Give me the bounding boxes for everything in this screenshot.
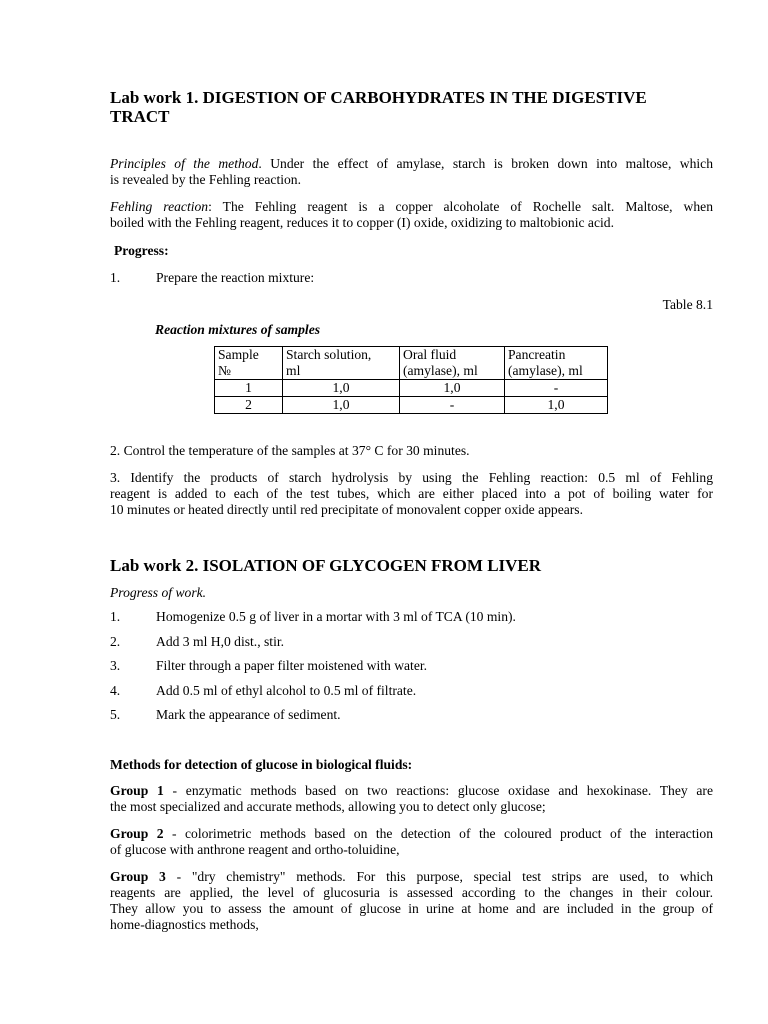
header-pancreatin-line2: (amylase), ml xyxy=(508,363,583,378)
header-oral-line2: (amylase), ml xyxy=(403,363,478,378)
group2-line1 xyxy=(110,826,713,842)
table-header-row xyxy=(215,347,608,380)
header-sample xyxy=(215,347,283,380)
list-item xyxy=(110,658,516,683)
group3-paragraph xyxy=(110,869,713,933)
list-item xyxy=(110,707,516,732)
progress-label: Progress: xyxy=(114,243,169,258)
list-item-number: 1. xyxy=(110,609,121,624)
header-starch xyxy=(283,347,400,380)
header-starch-line2: ml xyxy=(286,363,301,378)
list-item-number: 3. xyxy=(110,658,121,673)
lab1-title xyxy=(110,88,720,126)
list-item-number: 2. xyxy=(110,633,121,649)
group3-line3: They allow you to assess the amount of glucose in urine at home and are included in the group of xyxy=(110,901,713,916)
step2: 2. Control the temperature of the samples at 37° C for 30 minutes. xyxy=(110,443,470,458)
fehling-paragraph xyxy=(110,199,713,231)
principles-line1 xyxy=(110,156,713,172)
step1-text: Prepare the reaction mixture: xyxy=(156,270,315,285)
lab1-title-line1 xyxy=(110,88,720,107)
lab1-title-line2: TRACT xyxy=(110,107,170,126)
header-sample-line2: № xyxy=(218,363,231,378)
table-caption: Reaction mixtures of samples xyxy=(155,322,321,337)
fehling-text: : The Fehling reagent is a copper alcoholate of Rochelle salt. Maltose, when xyxy=(208,199,713,214)
table-cell: 1,0 xyxy=(283,397,400,414)
step1-number: 1. xyxy=(110,270,121,285)
list-item xyxy=(110,683,516,708)
table-cell: 2 xyxy=(215,397,283,414)
reaction-mixtures-table xyxy=(214,346,608,414)
group3-text: - "dry chemistry" methods. For this purpose, special test strips are used, to which xyxy=(165,869,713,884)
list-item xyxy=(110,609,516,634)
lab2-title-prefix: Lab work 2. xyxy=(110,556,199,575)
lab2-title-text: ISOLATION OF GLYCOGEN FROM LIVER xyxy=(202,556,542,575)
group1-line1 xyxy=(110,783,713,799)
step1 xyxy=(110,270,314,286)
principles-line2: is revealed by the Fehling reaction. xyxy=(110,172,302,187)
group1-line2: the most specialized and accurate methods, allowing you to detect only glucose; xyxy=(110,799,546,814)
table-cell: 1,0 xyxy=(505,397,608,414)
header-oral-fluid xyxy=(400,347,505,380)
principles-label: Principles of the method xyxy=(110,156,259,171)
group2-text: - colorimetric methods based on the detection of the coloured product of the interaction xyxy=(163,826,713,841)
header-pancreatin xyxy=(505,347,608,380)
table-cell: 1,0 xyxy=(283,380,400,397)
header-starch-line1: Starch solution, xyxy=(286,347,372,362)
lab2-progress-label: Progress of work. xyxy=(110,585,207,600)
group3-label: Group 3 xyxy=(110,869,166,884)
group3-line2: reagents are applied, the level of glucosuria is assessed according to the changes in their colour. xyxy=(110,885,713,900)
lab1-title-prefix: Lab work 1. xyxy=(110,88,199,107)
list-item-text: Homogenize 0.5 g of liver in a mortar with 3 ml of TCA (10 min). xyxy=(156,609,516,624)
lab2-title xyxy=(110,556,541,575)
header-oral-line1: Oral fluid xyxy=(403,347,457,362)
table-row xyxy=(215,380,608,397)
table-cell: 1 xyxy=(215,380,283,397)
group1-label: Group 1 xyxy=(110,783,164,798)
step3-line2: reagent is added to each of the test tubes, which are either placed into a pot of boiling water for xyxy=(110,486,713,501)
list-item-number: 4. xyxy=(110,682,121,698)
list-item-text: Filter through a paper filter moistened with water. xyxy=(156,658,428,673)
list-item-text: Add 3 ml H,0 dist., stir. xyxy=(156,633,285,649)
list-item-number: 5. xyxy=(110,707,121,722)
table-cell: 1,0 xyxy=(400,380,505,397)
lab1-title-text: DIGESTION OF CARBOHYDRATES IN THE DIGESTIVE xyxy=(202,88,647,107)
step3-line1: 3. Identify the products of starch hydrolysis by using the Fehling reaction: 0.5 ml of Fehling xyxy=(110,470,713,485)
principles-text: . Under the effect of amylase, starch is broken down into maltose, which xyxy=(258,156,713,171)
step3-line3: 10 minutes or heated directly until red precipitate of monovalent copper oxide appears. xyxy=(110,502,583,517)
header-sample-line1: Sample xyxy=(218,347,259,362)
group2-line2: of glucose with anthrone reagent and ortho-toluidine, xyxy=(110,842,400,857)
table-cell: - xyxy=(505,380,608,397)
fehling-line2: boiled with the Fehling reagent, reduces it to copper (I) oxide, oxidizing to maltobionic acid. xyxy=(110,215,614,230)
group1-text: - enzymatic methods based on two reactions: glucose oxidase and hexokinase. They are xyxy=(163,783,713,798)
list-item-text: Mark the appearance of sediment. xyxy=(156,707,341,722)
methods-heading: Methods for detection of glucose in biological fluids: xyxy=(110,757,413,772)
lab2-step-list xyxy=(110,609,516,732)
fehling-label: Fehling reaction xyxy=(110,199,209,214)
principles-paragraph xyxy=(110,156,713,188)
table-cell: - xyxy=(400,397,505,414)
group1-paragraph xyxy=(110,783,713,815)
table-number: Table 8.1 xyxy=(662,297,713,312)
header-pancreatin-line1: Pancreatin xyxy=(508,347,566,362)
list-item-text: Add 0.5 ml of ethyl alcohol to 0.5 ml of filtrate. xyxy=(156,682,417,698)
step3 xyxy=(110,470,713,518)
group2-paragraph xyxy=(110,826,713,858)
fehling-line1 xyxy=(110,199,713,215)
table-row xyxy=(215,397,608,414)
group3-line1 xyxy=(110,869,713,885)
group2-label: Group 2 xyxy=(110,826,164,841)
group3-line4: home-diagnostics methods, xyxy=(110,917,259,932)
list-item xyxy=(110,634,516,659)
